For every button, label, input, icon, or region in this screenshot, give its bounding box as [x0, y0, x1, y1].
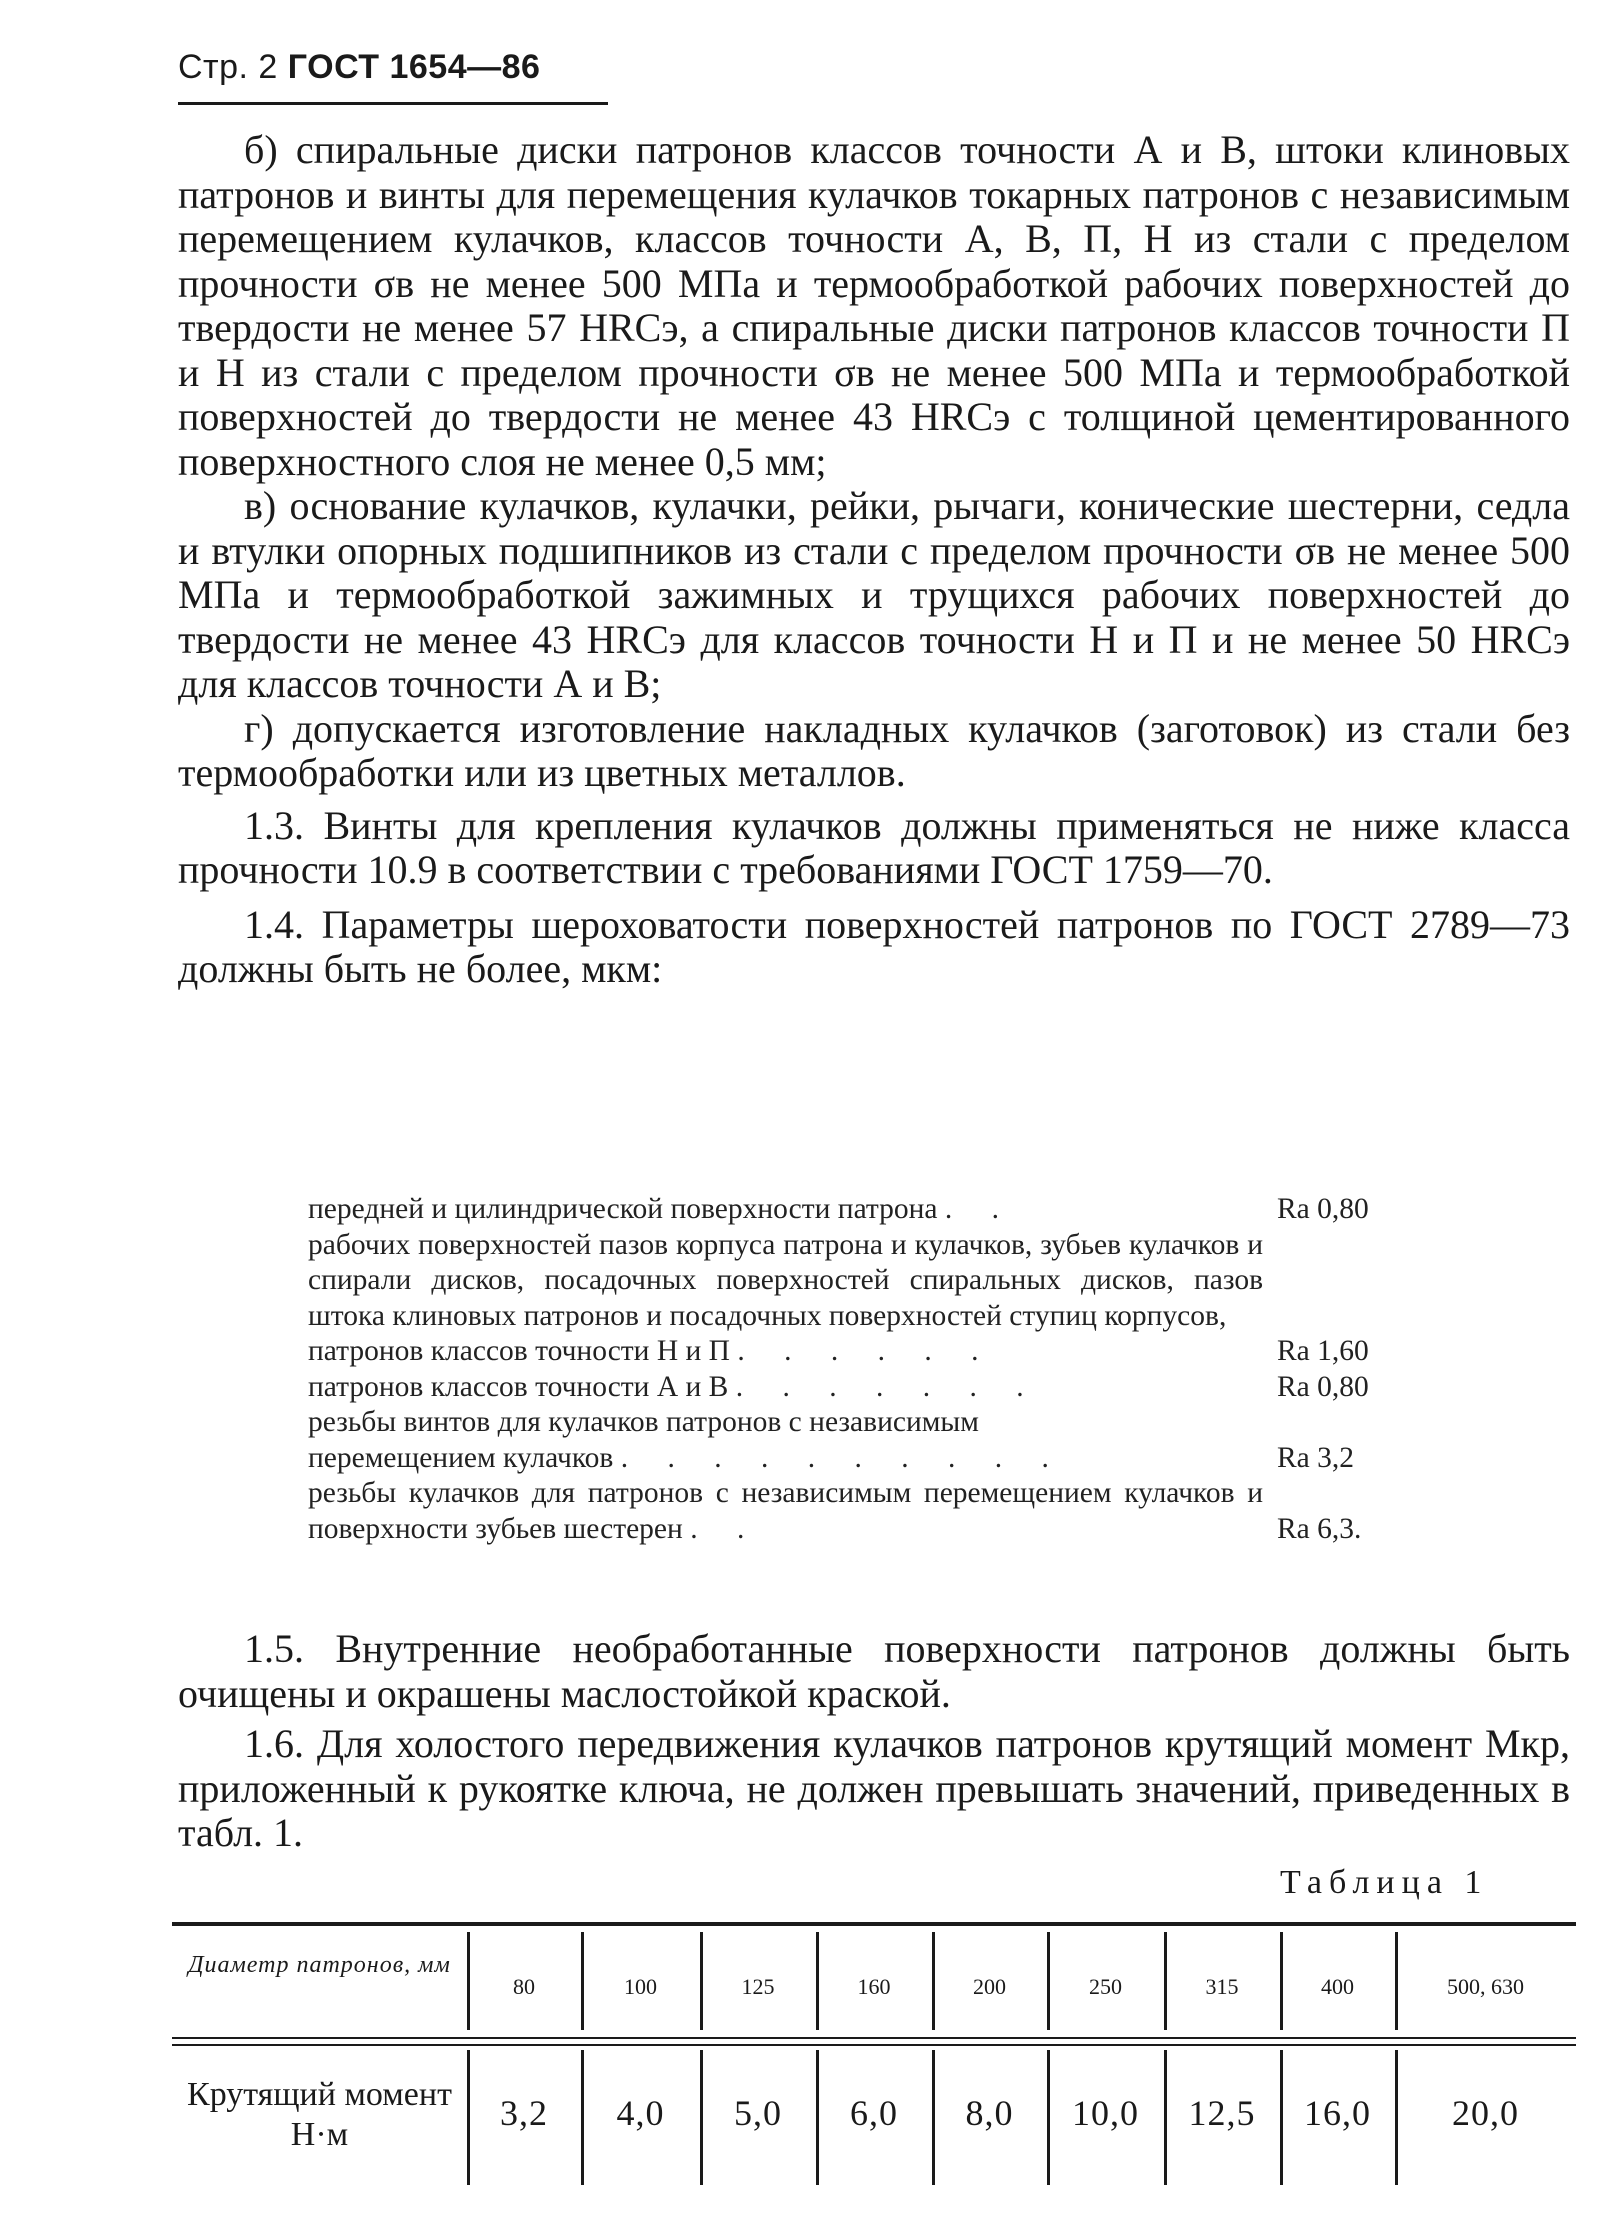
roughness-value: Ra 6,3.	[1277, 1512, 1362, 1545]
table-cell-torque: 16,0	[1304, 2093, 1371, 2133]
paragraph-1-5: 1.5. Внутренние необработанные поверхности патронов должны быть очищены и окрашены маслостойкой краской.	[178, 1626, 1570, 1716]
paragraph-b: б) спиральные диски патронов классов точности А и В, штоки клиновых патронов и винты для перемещения кулачков токарных патронов с независимым перемещением кулачков, классов точности А, В, П, Н из стали с пределом прочности σв не менее 500 МПа и термообработкой рабочих поверхностей до твердости не менее 57 HRCэ, а спиральные диски патронов классов точности П и Н из стали с пределом прочности σв не менее 500 МПа и термообработкой поверхностей до твердости не менее 43 HRCэ с толщиной цементированного поверхностного слоя не менее 0,5 мм;	[178, 127, 1570, 484]
roughness-value: Ra 0,80	[1277, 1193, 1369, 1225]
table-cell-torque: 8,0	[965, 2093, 1014, 2133]
list-item: резьбы винтов для кулачков патронов с независимым	[308, 1406, 979, 1438]
table-cell-torque: 10,0	[1072, 2093, 1139, 2133]
roughness-value: Ra 0,80	[1277, 1370, 1369, 1403]
page-header	[178, 48, 540, 87]
table-header-diameter: 80	[513, 1974, 535, 1999]
roughness-value: Ra 3,2	[1277, 1441, 1355, 1474]
table-cell-torque: 12,5	[1188, 2093, 1256, 2133]
table-row-label: Крутящий момент Н·м	[187, 2076, 452, 2153]
paragraph-v: в) основание кулачков, кулачки, рейки, рычаги, конические шестерни, седла и втулки опорных подшипников из стали с пределом прочности σв не менее 500 МПа и термообработкой зажимных и трущихся рабочих поверхностей до твердости не менее 43 HRCэ для классов точности Н и П и не менее 50 HRCэ для классов точности А и В;	[178, 483, 1570, 706]
paragraph-1-3: 1.3. Винты для крепления кулачков должны применяться не ниже класса прочности 10.9 в соответствии с требованиями ГОСТ 1759—70.	[178, 802, 1570, 892]
list-item: рабочих поверхностей пазов корпуса патрона и кулачков, зубьев кулачков и спирали дисков, посадочных поверхностей спиральных дисков, пазов штока клиновых патронов и посадочных поверхностей ступиц корпусов,	[308, 1228, 1263, 1332]
paragraph-g: г) допускается изготовление накладных кулачков (заготовок) из стали без термообработки или из цветных металлов.	[178, 705, 1570, 795]
list-item: резьбы кулачков для патронов с независимым перемещением кулачков и поверхности зубьев шестерен . . Ra 6,3.	[308, 1476, 1438, 1547]
body-text-bottom	[178, 1627, 1570, 1856]
table-header-rule	[172, 2037, 1576, 2039]
table-cell-torque: 4,0	[616, 2093, 665, 2133]
table-cell-torque: 6,0	[850, 2093, 898, 2133]
standard-number: ГОСТ 1654—86	[287, 48, 541, 86]
table-header-diameter: 400	[1321, 1974, 1354, 1999]
table-cell-torque: 3,2	[500, 2093, 548, 2133]
table-top-rule	[172, 1922, 1576, 1926]
list-item: передней и цилиндрической поверхности патрона . . Ra 0,80	[308, 1192, 1438, 1228]
header-rule	[178, 102, 608, 105]
table-cell-torque: 20,0	[1452, 2093, 1519, 2133]
table-caption: Таблица 1	[1280, 1864, 1489, 1901]
list-item: патронов классов точности А и В . . . . . . . Ra 0,80	[308, 1370, 1438, 1406]
body-text-top	[178, 128, 1570, 992]
table-header-diameter: 315	[1205, 1974, 1239, 1999]
roughness-list	[308, 1192, 1438, 1547]
list-item: перемещением кулачков . . . . . . . . . . Ra 3,2	[308, 1441, 1438, 1477]
table-cell-torque: 5,0	[734, 2093, 782, 2133]
list-item: патронов классов точности Н и П . . . . . . Ra 1,60	[308, 1334, 1438, 1370]
table-header-diameter: 160	[857, 1974, 891, 1999]
table-header-diameter: 250	[1089, 1974, 1122, 1999]
table-header-diameter: 500, 630	[1447, 1974, 1524, 1999]
table-header-diameter: 100	[624, 1974, 657, 1999]
paragraph-1-6: 1.6. Для холостого передвижения кулачков патронов крутящий момент Мкр, приложенный к рукоятке ключа, не должен превышать значений, приведенных в табл. 1.	[178, 1721, 1570, 1855]
page-number-label: Стр. 2	[178, 48, 278, 86]
table-header-diameter: 200	[973, 1974, 1006, 1999]
table-header-label: Диаметр патронов, мм	[188, 1952, 451, 1978]
table-header-rule-double	[172, 2044, 1576, 2046]
roughness-value: Ra 1,60	[1277, 1335, 1369, 1367]
table-header-diameter: 125	[741, 1974, 775, 1999]
paragraph-1-4: 1.4. Параметры шероховатости поверхностей патронов по ГОСТ 2789—73 должны быть не более, мкм:	[178, 901, 1570, 991]
